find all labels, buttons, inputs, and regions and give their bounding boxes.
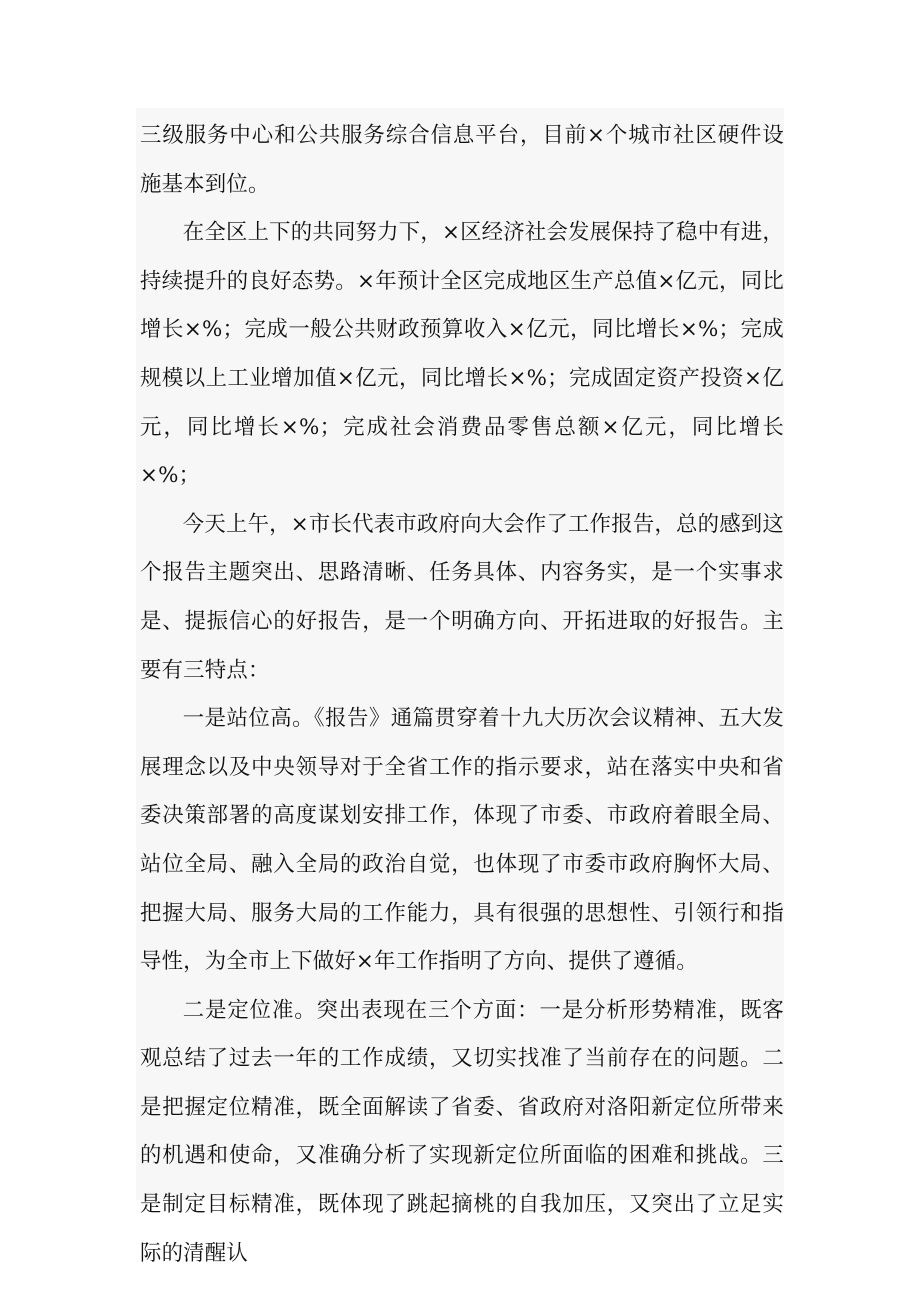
paragraph-4: 一是站位高。《报告》通篇贯穿着十九大历次会议精神、五大发展理念以及中央领导对于全省工作的指示要求，站在落实中央和省委决策部署的高度谋划安排工作，体现了市委、市政府着眼全局、站位全局、融入全局的政治自觉，也体现了市委市政府胸怀大局、把握大局、服务大局的工作能力，具有很强的思想性、引领行和指导性，为全市上下做好×年工作指明了方向、提供了遵循。	[140, 706, 784, 975]
document-body	[140, 112, 784, 1278]
paragraph-1: 三级服务中心和公共服务综合信息平台，目前×个城市社区硬件设施基本到位。	[140, 123, 784, 197]
paragraph-5: 二是定位准。突出表现在三个方面：一是分析形势精准，既客观总结了过去一年的工作成绩，又切实找准了当前存在的问题。二是把握定位精准，既全面解读了省委、省政府对洛阳新定位所带来的机遇和使命，又准确分析了实现新定位所面临的困难和挑战。三是制定目标精准，既体现了跳起摘桃的自我加压，又突出了立足实际的清醒认	[140, 997, 784, 1266]
paragraph-2: 在全区上下的共同努力下，×区经济社会发展保持了稳中有进，持续提升的良好态势。×年预计全区完成地区生产总值×亿元，同比增长×%；完成一般公共财政预算收入×亿元，同比增长×%；完成规模以上工业增加值×亿元，同比增长×%；完成固定资产投资×亿元，同比增长×%；完成社会消费品零售总额×亿元，同比增长×%；	[140, 220, 784, 489]
paragraph-3: 今天上午，×市长代表市政府向大会作了工作报告，总的感到这个报告主题突出、思路清晰、任务具体、内容务实，是一个实事求是、提振信心的好报告，是一个明确方向、开拓进取的好报告。主要有三特点：	[140, 511, 784, 683]
